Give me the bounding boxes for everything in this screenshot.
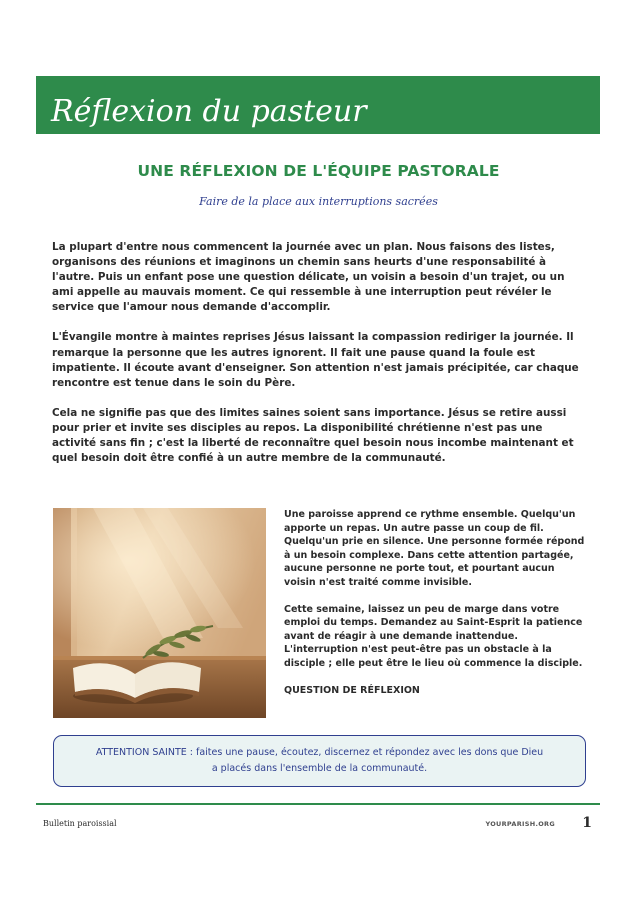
article-subtitle: Faire de la place aux interruptions sacrées [199, 195, 438, 208]
callout-box [53, 735, 586, 787]
footer-website: YOURPARISH.ORG [485, 820, 555, 828]
banner-title: Réflexion du pasteur [51, 94, 367, 129]
footer-divider [36, 803, 600, 805]
side-column [284, 508, 586, 711]
side-paragraph: Une paroisse apprend ce rythme ensemble. Quelqu'un apporte un repas. Un autre passe un coup de fil. Quelqu'un prie en silence. Une personne formée répond à un besoin complexe. Dans cette attention partagée, aucune personne ne porte tout, et pourtant aucun voisin n'est traité comme invisible. [284, 509, 585, 588]
open-bible-image [53, 508, 266, 718]
body-paragraph: L'Évangile montre à maintes reprises Jésus laissant la compassion rediriger la journée. Il remarque la personne que les autres ignorent. Il fait une pause quand la foule est impatiente. Il écoute avant d'enseigner. Son attention n'est jamais précipitée, car chaque rencontre est tenue dans le soin du Père. [52, 331, 579, 389]
side-paragraph-line: Cette semaine, laissez un peu de marge dans votre emploi du temps. Demandez au Saint-Esprit la patience [284, 603, 583, 628]
article-body [52, 240, 586, 481]
body-paragraph: La plupart d'entre nous commencent la journée avec un plan. Nous faisons des listes, organisons des réunions et imaginons un chemin sans heurts d'une responsabilité à l'autre. Puis un enfant pose une question délicate, un voisin a besoin d'un trajet, ou un ami appelle au mauvais moment. Ce qui ressemble à une interruption peut révéler le service que l'amour nous demande d'accomplir. [52, 241, 565, 314]
side-paragraph [284, 603, 586, 671]
page-number: 1 [582, 815, 592, 831]
side-paragraph-line: avant de réagir à une demande inattendue. L'interruption n'est peut-être pas un obstacle à la disciple ; elle peut être le lieu où commence la disciple. [284, 630, 583, 669]
open-bible-illustration [53, 508, 266, 718]
callout-text: ATTENTION SAINTE : faites une pause, écoutez, discernez et répondez avec les dons que Dieu a placés dans l'ensemble de la communauté. [95, 747, 544, 774]
body-paragraph: Cela ne signifie pas que des limites saines soient sans importance. Jésus se retire aussi pour prier et invite ses disciples au repos. La disponibilité chrétienne n'est pas une activité sans fin ; c'est la liberté de reconnaître quel besoin nous incombe maintenant et quel besoin doit être confié à un autre membre de la communauté. [52, 406, 574, 465]
header-banner [36, 76, 600, 134]
footer-bulletin-label: Bulletin paroissial [43, 819, 117, 828]
article-heading: UNE RÉFLEXION DE L'ÉQUIPE PASTORALE [137, 162, 500, 180]
reflection-question-label: QUESTION DE RÉFLEXION [284, 684, 420, 696]
